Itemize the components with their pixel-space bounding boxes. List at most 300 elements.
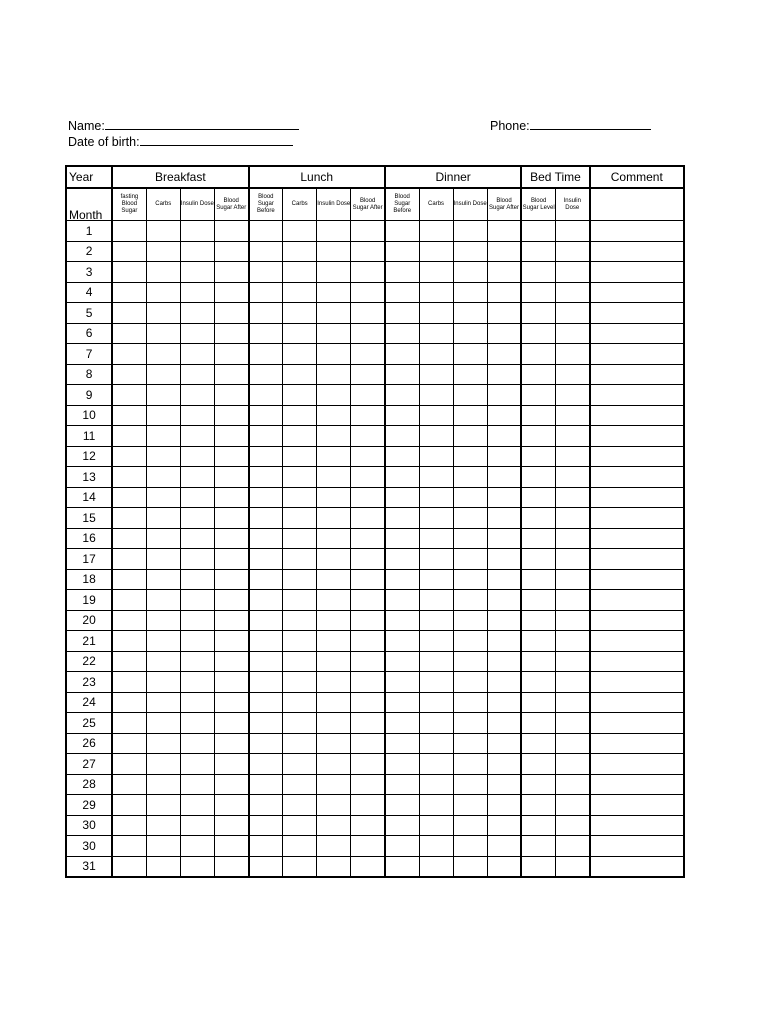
entry-cell[interactable] [385,795,419,816]
entry-cell[interactable] [180,344,214,365]
entry-cell[interactable] [249,528,283,549]
entry-cell[interactable] [112,815,146,836]
entry-cell[interactable] [351,487,385,508]
entry-cell[interactable] [419,692,453,713]
entry-cell[interactable] [249,590,283,611]
entry-cell[interactable] [487,364,521,385]
entry-cell[interactable] [419,323,453,344]
entry-cell[interactable] [146,713,180,734]
entry-cell[interactable] [521,651,555,672]
entry-cell[interactable] [521,590,555,611]
entry-cell[interactable] [453,836,487,857]
entry-cell[interactable] [419,262,453,283]
entry-cell[interactable] [419,446,453,467]
entry-cell[interactable] [146,590,180,611]
entry-cell[interactable] [180,836,214,857]
entry-cell[interactable] [214,528,248,549]
entry-cell[interactable] [317,241,351,262]
entry-cell[interactable] [453,672,487,693]
entry-cell[interactable] [521,856,555,877]
entry-cell[interactable] [555,754,589,775]
entry-cell[interactable] [419,672,453,693]
entry-cell[interactable] [214,836,248,857]
entry-cell[interactable] [214,672,248,693]
entry-cell[interactable] [555,323,589,344]
comment-cell[interactable] [590,631,684,652]
entry-cell[interactable] [249,795,283,816]
entry-cell[interactable] [180,672,214,693]
comment-cell[interactable] [590,733,684,754]
entry-cell[interactable] [351,446,385,467]
entry-cell[interactable] [283,508,317,529]
entry-cell[interactable] [317,856,351,877]
entry-cell[interactable] [146,528,180,549]
comment-cell[interactable] [590,241,684,262]
entry-cell[interactable] [146,323,180,344]
dob-line[interactable] [140,133,293,146]
entry-cell[interactable] [283,795,317,816]
entry-cell[interactable] [214,344,248,365]
entry-cell[interactable] [214,487,248,508]
entry-cell[interactable] [351,836,385,857]
comment-cell[interactable] [590,344,684,365]
entry-cell[interactable] [351,549,385,570]
entry-cell[interactable] [317,631,351,652]
entry-cell[interactable] [385,610,419,631]
entry-cell[interactable] [112,508,146,529]
entry-cell[interactable] [351,262,385,283]
entry-cell[interactable] [453,528,487,549]
entry-cell[interactable] [317,221,351,242]
entry-cell[interactable] [385,836,419,857]
entry-cell[interactable] [214,241,248,262]
entry-cell[interactable] [283,549,317,570]
entry-cell[interactable] [521,569,555,590]
entry-cell[interactable] [214,795,248,816]
entry-cell[interactable] [214,446,248,467]
entry-cell[interactable] [146,241,180,262]
entry-cell[interactable] [180,713,214,734]
entry-cell[interactable] [453,610,487,631]
entry-cell[interactable] [146,856,180,877]
entry-cell[interactable] [385,405,419,426]
comment-cell[interactable] [590,405,684,426]
entry-cell[interactable] [317,303,351,324]
name-line[interactable] [105,117,299,130]
entry-cell[interactable] [555,426,589,447]
entry-cell[interactable] [146,733,180,754]
entry-cell[interactable] [214,651,248,672]
entry-cell[interactable] [317,262,351,283]
entry-cell[interactable] [214,692,248,713]
entry-cell[interactable] [249,446,283,467]
entry-cell[interactable] [453,774,487,795]
entry-cell[interactable] [555,528,589,549]
entry-cell[interactable] [521,713,555,734]
entry-cell[interactable] [521,405,555,426]
entry-cell[interactable] [555,467,589,488]
entry-cell[interactable] [214,508,248,529]
entry-cell[interactable] [555,590,589,611]
entry-cell[interactable] [249,713,283,734]
entry-cell[interactable] [249,221,283,242]
entry-cell[interactable] [180,590,214,611]
entry-cell[interactable] [112,487,146,508]
entry-cell[interactable] [249,815,283,836]
entry-cell[interactable] [419,651,453,672]
entry-cell[interactable] [419,836,453,857]
entry-cell[interactable] [351,672,385,693]
entry-cell[interactable] [453,344,487,365]
entry-cell[interactable] [317,672,351,693]
entry-cell[interactable] [214,856,248,877]
entry-cell[interactable] [249,467,283,488]
entry-cell[interactable] [180,651,214,672]
entry-cell[interactable] [555,241,589,262]
entry-cell[interactable] [146,651,180,672]
entry-cell[interactable] [487,692,521,713]
entry-cell[interactable] [419,815,453,836]
entry-cell[interactable] [180,610,214,631]
entry-cell[interactable] [351,856,385,877]
entry-cell[interactable] [487,672,521,693]
entry-cell[interactable] [249,610,283,631]
entry-cell[interactable] [453,631,487,652]
entry-cell[interactable] [214,774,248,795]
entry-cell[interactable] [521,221,555,242]
entry-cell[interactable] [317,364,351,385]
entry-cell[interactable] [521,754,555,775]
comment-cell[interactable] [590,467,684,488]
entry-cell[interactable] [453,795,487,816]
entry-cell[interactable] [385,672,419,693]
entry-cell[interactable] [214,569,248,590]
entry-cell[interactable] [351,754,385,775]
entry-cell[interactable] [487,549,521,570]
entry-cell[interactable] [487,774,521,795]
entry-cell[interactable] [555,549,589,570]
entry-cell[interactable] [419,795,453,816]
entry-cell[interactable] [283,323,317,344]
entry-cell[interactable] [555,610,589,631]
entry-cell[interactable] [385,651,419,672]
entry-cell[interactable] [521,282,555,303]
entry-cell[interactable] [180,221,214,242]
entry-cell[interactable] [419,733,453,754]
entry-cell[interactable] [453,467,487,488]
entry-cell[interactable] [351,303,385,324]
entry-cell[interactable] [385,344,419,365]
entry-cell[interactable] [521,672,555,693]
entry-cell[interactable] [487,590,521,611]
entry-cell[interactable] [351,241,385,262]
entry-cell[interactable] [112,651,146,672]
entry-cell[interactable] [317,651,351,672]
entry-cell[interactable] [385,631,419,652]
comment-cell[interactable] [590,672,684,693]
entry-cell[interactable] [249,282,283,303]
dob-field[interactable] [68,133,293,150]
entry-cell[interactable] [385,262,419,283]
entry-cell[interactable] [521,467,555,488]
entry-cell[interactable] [283,569,317,590]
comment-cell[interactable] [590,426,684,447]
entry-cell[interactable] [385,241,419,262]
entry-cell[interactable] [453,405,487,426]
entry-cell[interactable] [419,303,453,324]
entry-cell[interactable] [385,446,419,467]
entry-cell[interactable] [146,815,180,836]
entry-cell[interactable] [419,426,453,447]
entry-cell[interactable] [487,569,521,590]
entry-cell[interactable] [487,733,521,754]
entry-cell[interactable] [419,405,453,426]
entry-cell[interactable] [487,528,521,549]
entry-cell[interactable] [180,303,214,324]
entry-cell[interactable] [487,508,521,529]
entry-cell[interactable] [487,467,521,488]
entry-cell[interactable] [555,651,589,672]
entry-cell[interactable] [521,262,555,283]
comment-cell[interactable] [590,282,684,303]
entry-cell[interactable] [487,262,521,283]
entry-cell[interactable] [419,282,453,303]
entry-cell[interactable] [487,282,521,303]
entry-cell[interactable] [249,672,283,693]
entry-cell[interactable] [487,815,521,836]
entry-cell[interactable] [487,713,521,734]
entry-cell[interactable] [453,446,487,467]
entry-cell[interactable] [555,508,589,529]
comment-cell[interactable] [590,610,684,631]
entry-cell[interactable] [453,508,487,529]
entry-cell[interactable] [249,569,283,590]
entry-cell[interactable] [317,426,351,447]
entry-cell[interactable] [180,426,214,447]
entry-cell[interactable] [249,754,283,775]
entry-cell[interactable] [146,836,180,857]
entry-cell[interactable] [146,754,180,775]
comment-cell[interactable] [590,487,684,508]
entry-cell[interactable] [317,467,351,488]
entry-cell[interactable] [283,836,317,857]
entry-cell[interactable] [351,426,385,447]
comment-cell[interactable] [590,303,684,324]
entry-cell[interactable] [487,487,521,508]
entry-cell[interactable] [283,385,317,406]
entry-cell[interactable] [351,774,385,795]
entry-cell[interactable] [146,487,180,508]
entry-cell[interactable] [555,774,589,795]
entry-cell[interactable] [487,426,521,447]
entry-cell[interactable] [317,836,351,857]
entry-cell[interactable] [419,549,453,570]
entry-cell[interactable] [453,590,487,611]
entry-cell[interactable] [555,692,589,713]
comment-cell[interactable] [590,385,684,406]
entry-cell[interactable] [385,549,419,570]
comment-cell[interactable] [590,836,684,857]
entry-cell[interactable] [385,590,419,611]
entry-cell[interactable] [419,508,453,529]
comment-cell[interactable] [590,364,684,385]
entry-cell[interactable] [555,385,589,406]
entry-cell[interactable] [385,426,419,447]
entry-cell[interactable] [214,733,248,754]
entry-cell[interactable] [521,815,555,836]
entry-cell[interactable] [180,364,214,385]
entry-cell[interactable] [555,631,589,652]
entry-cell[interactable] [146,405,180,426]
entry-cell[interactable] [487,631,521,652]
entry-cell[interactable] [487,754,521,775]
entry-cell[interactable] [180,405,214,426]
comment-cell[interactable] [590,774,684,795]
entry-cell[interactable] [146,385,180,406]
entry-cell[interactable] [385,323,419,344]
entry-cell[interactable] [283,528,317,549]
entry-cell[interactable] [487,241,521,262]
entry-cell[interactable] [214,631,248,652]
comment-cell[interactable] [590,508,684,529]
entry-cell[interactable] [351,364,385,385]
entry-cell[interactable] [487,405,521,426]
entry-cell[interactable] [249,508,283,529]
entry-cell[interactable] [112,323,146,344]
entry-cell[interactable] [351,815,385,836]
entry-cell[interactable] [283,774,317,795]
entry-cell[interactable] [112,282,146,303]
entry-cell[interactable] [146,631,180,652]
entry-cell[interactable] [317,795,351,816]
entry-cell[interactable] [180,446,214,467]
entry-cell[interactable] [146,344,180,365]
entry-cell[interactable] [419,385,453,406]
entry-cell[interactable] [180,856,214,877]
entry-cell[interactable] [487,446,521,467]
entry-cell[interactable] [146,774,180,795]
entry-cell[interactable] [112,569,146,590]
entry-cell[interactable] [487,303,521,324]
entry-cell[interactable] [521,446,555,467]
entry-cell[interactable] [112,426,146,447]
entry-cell[interactable] [419,590,453,611]
entry-cell[interactable] [283,282,317,303]
entry-cell[interactable] [214,590,248,611]
entry-cell[interactable] [453,221,487,242]
entry-cell[interactable] [351,323,385,344]
entry-cell[interactable] [180,549,214,570]
entry-cell[interactable] [146,282,180,303]
entry-cell[interactable] [112,856,146,877]
entry-cell[interactable] [521,610,555,631]
entry-cell[interactable] [249,241,283,262]
entry-cell[interactable] [487,795,521,816]
entry-cell[interactable] [283,856,317,877]
entry-cell[interactable] [112,692,146,713]
entry-cell[interactable] [521,426,555,447]
entry-cell[interactable] [317,754,351,775]
comment-cell[interactable] [590,323,684,344]
entry-cell[interactable] [249,262,283,283]
entry-cell[interactable] [146,446,180,467]
entry-cell[interactable] [283,262,317,283]
entry-cell[interactable] [419,774,453,795]
entry-cell[interactable] [180,385,214,406]
entry-cell[interactable] [487,651,521,672]
entry-cell[interactable] [487,385,521,406]
entry-cell[interactable] [283,733,317,754]
entry-cell[interactable] [283,487,317,508]
phone-line[interactable] [530,117,651,130]
entry-cell[interactable] [351,221,385,242]
entry-cell[interactable] [249,303,283,324]
entry-cell[interactable] [555,795,589,816]
entry-cell[interactable] [214,303,248,324]
entry-cell[interactable] [521,508,555,529]
entry-cell[interactable] [146,610,180,631]
entry-cell[interactable] [351,405,385,426]
entry-cell[interactable] [317,774,351,795]
entry-cell[interactable] [317,385,351,406]
entry-cell[interactable] [146,364,180,385]
entry-cell[interactable] [317,733,351,754]
entry-cell[interactable] [249,836,283,857]
entry-cell[interactable] [112,713,146,734]
comment-cell[interactable] [590,754,684,775]
entry-cell[interactable] [249,733,283,754]
entry-cell[interactable] [112,303,146,324]
entry-cell[interactable] [283,651,317,672]
entry-cell[interactable] [521,528,555,549]
entry-cell[interactable] [317,528,351,549]
entry-cell[interactable] [521,692,555,713]
entry-cell[interactable] [453,713,487,734]
entry-cell[interactable] [453,323,487,344]
entry-cell[interactable] [146,426,180,447]
entry-cell[interactable] [146,303,180,324]
entry-cell[interactable] [453,385,487,406]
entry-cell[interactable] [555,303,589,324]
entry-cell[interactable] [351,795,385,816]
entry-cell[interactable] [419,754,453,775]
entry-cell[interactable] [112,385,146,406]
comment-cell[interactable] [590,651,684,672]
entry-cell[interactable] [283,815,317,836]
entry-cell[interactable] [112,344,146,365]
entry-cell[interactable] [555,733,589,754]
entry-cell[interactable] [214,405,248,426]
entry-cell[interactable] [487,836,521,857]
entry-cell[interactable] [351,508,385,529]
entry-cell[interactable] [283,221,317,242]
entry-cell[interactable] [180,528,214,549]
entry-cell[interactable] [146,549,180,570]
entry-cell[interactable] [487,323,521,344]
entry-cell[interactable] [112,774,146,795]
entry-cell[interactable] [214,221,248,242]
entry-cell[interactable] [112,241,146,262]
entry-cell[interactable] [283,446,317,467]
comment-cell[interactable] [590,795,684,816]
entry-cell[interactable] [112,672,146,693]
entry-cell[interactable] [351,631,385,652]
entry-cell[interactable] [453,282,487,303]
entry-cell[interactable] [317,446,351,467]
entry-cell[interactable] [249,856,283,877]
entry-cell[interactable] [555,282,589,303]
entry-cell[interactable] [317,815,351,836]
